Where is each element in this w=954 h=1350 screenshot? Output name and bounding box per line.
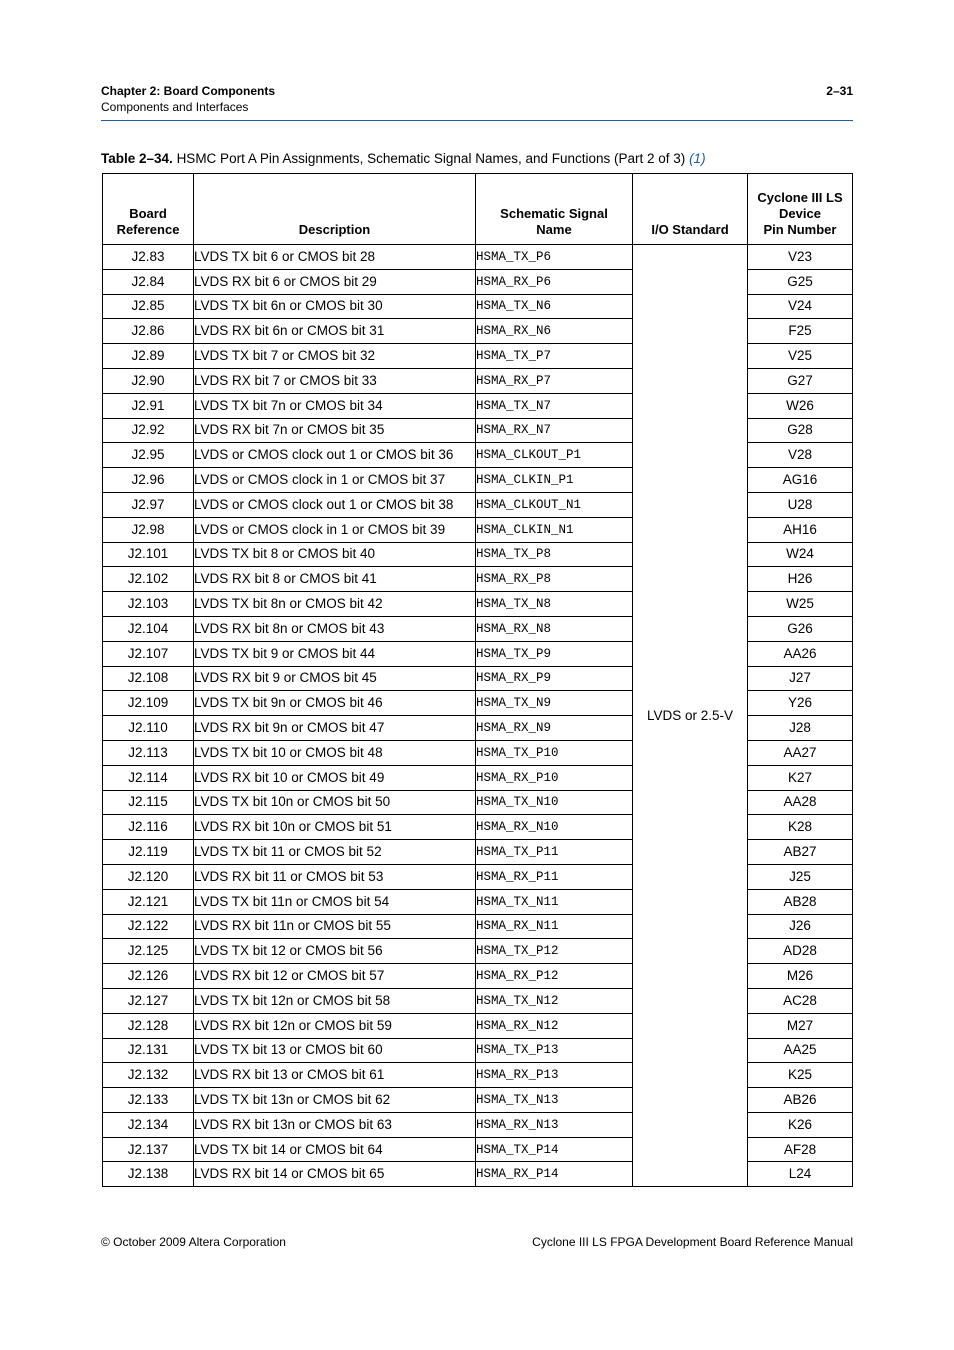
signal-name-cell: HSMA_RX_P6 bbox=[476, 269, 633, 294]
table-caption bbox=[101, 151, 706, 166]
description-cell: LVDS RX bit 13 or CMOS bit 61 bbox=[194, 1063, 476, 1088]
signal-name-cell: HSMA_TX_N11 bbox=[476, 889, 633, 914]
board-reference-cell: J2.110 bbox=[103, 716, 194, 741]
description-cell: LVDS TX bit 7n or CMOS bit 34 bbox=[194, 393, 476, 418]
description-cell: LVDS TX bit 11 or CMOS bit 52 bbox=[194, 840, 476, 865]
board-reference-cell: J2.133 bbox=[103, 1088, 194, 1113]
signal-name-cell: HSMA_TX_P14 bbox=[476, 1137, 633, 1162]
signal-name-cell: HSMA_RX_N12 bbox=[476, 1013, 633, 1038]
pin-number-cell: AD28 bbox=[748, 939, 853, 964]
description-cell: LVDS RX bit 6n or CMOS bit 31 bbox=[194, 319, 476, 344]
pin-number-cell: AG16 bbox=[748, 468, 853, 493]
table-caption-title: HSMC Port A Pin Assignments, Schematic Signal Names, and Functions (Part 2 of 3) bbox=[176, 151, 686, 166]
description-cell: LVDS RX bit 6 or CMOS bit 29 bbox=[194, 269, 476, 294]
signal-name-cell: HSMA_RX_P12 bbox=[476, 964, 633, 989]
pin-number-cell: AA27 bbox=[748, 740, 853, 765]
pin-number-cell: K28 bbox=[748, 815, 853, 840]
description-cell: LVDS or CMOS clock in 1 or CMOS bit 39 bbox=[194, 517, 476, 542]
pin-number-cell: AB26 bbox=[748, 1088, 853, 1113]
pin-number-cell: V24 bbox=[748, 294, 853, 319]
pin-number-cell: V25 bbox=[748, 344, 853, 369]
signal-name-cell: HSMA_TX_N12 bbox=[476, 988, 633, 1013]
table-row bbox=[103, 245, 853, 270]
pin-number-cell: AA28 bbox=[748, 790, 853, 815]
signal-name-cell: HSMA_TX_P8 bbox=[476, 542, 633, 567]
description-cell: LVDS TX bit 12n or CMOS bit 58 bbox=[194, 988, 476, 1013]
signal-name-cell: HSMA_CLKOUT_N1 bbox=[476, 492, 633, 517]
signal-name-cell: HSMA_RX_N11 bbox=[476, 914, 633, 939]
signal-name-cell: HSMA_CLKIN_P1 bbox=[476, 468, 633, 493]
description-cell: LVDS or CMOS clock out 1 or CMOS bit 38 bbox=[194, 492, 476, 517]
board-reference-cell: J2.108 bbox=[103, 666, 194, 691]
pin-number-cell: V28 bbox=[748, 443, 853, 468]
board-reference-cell: J2.89 bbox=[103, 344, 194, 369]
description-cell: LVDS TX bit 7 or CMOS bit 32 bbox=[194, 344, 476, 369]
board-reference-cell: J2.115 bbox=[103, 790, 194, 815]
column-header-description: Description bbox=[194, 174, 476, 245]
board-reference-cell: J2.128 bbox=[103, 1013, 194, 1038]
table-body bbox=[103, 245, 853, 1187]
description-cell: LVDS TX bit 14 or CMOS bit 64 bbox=[194, 1137, 476, 1162]
board-reference-cell: J2.104 bbox=[103, 616, 194, 641]
signal-name-cell: HSMA_TX_P7 bbox=[476, 344, 633, 369]
signal-name-cell: HSMA_TX_N10 bbox=[476, 790, 633, 815]
signal-name-cell: HSMA_CLKOUT_P1 bbox=[476, 443, 633, 468]
board-reference-cell: J2.127 bbox=[103, 988, 194, 1013]
description-cell: LVDS RX bit 14 or CMOS bit 65 bbox=[194, 1162, 476, 1187]
pin-number-cell: J27 bbox=[748, 666, 853, 691]
board-reference-cell: J2.122 bbox=[103, 914, 194, 939]
signal-name-cell: HSMA_TX_P9 bbox=[476, 641, 633, 666]
page-number: 2–31 bbox=[826, 84, 853, 98]
signal-name-cell: HSMA_RX_P8 bbox=[476, 567, 633, 592]
description-cell: LVDS TX bit 9n or CMOS bit 46 bbox=[194, 691, 476, 716]
description-cell: LVDS TX bit 10n or CMOS bit 50 bbox=[194, 790, 476, 815]
description-cell: LVDS RX bit 12 or CMOS bit 57 bbox=[194, 964, 476, 989]
io-standard-cell: LVDS or 2.5-V bbox=[633, 245, 748, 1187]
board-reference-cell: J2.101 bbox=[103, 542, 194, 567]
pin-number-cell: M27 bbox=[748, 1013, 853, 1038]
board-reference-cell: J2.138 bbox=[103, 1162, 194, 1187]
signal-name-cell: HSMA_TX_P13 bbox=[476, 1038, 633, 1063]
board-reference-cell: J2.126 bbox=[103, 964, 194, 989]
description-cell: LVDS TX bit 8n or CMOS bit 42 bbox=[194, 592, 476, 617]
board-reference-cell: J2.97 bbox=[103, 492, 194, 517]
board-reference-cell: J2.95 bbox=[103, 443, 194, 468]
description-cell: LVDS RX bit 9n or CMOS bit 47 bbox=[194, 716, 476, 741]
signal-name-cell: HSMA_TX_N8 bbox=[476, 592, 633, 617]
signal-name-cell: HSMA_CLKIN_N1 bbox=[476, 517, 633, 542]
pin-number-cell: F25 bbox=[748, 319, 853, 344]
column-header-schematic-signal-name: Schematic Signal Name bbox=[476, 174, 633, 245]
pin-number-cell: U28 bbox=[748, 492, 853, 517]
board-reference-cell: J2.103 bbox=[103, 592, 194, 617]
pin-number-cell: G25 bbox=[748, 269, 853, 294]
pin-number-cell: AF28 bbox=[748, 1137, 853, 1162]
column-header-io-standard: I/O Standard bbox=[633, 174, 748, 245]
signal-name-cell: HSMA_RX_N7 bbox=[476, 418, 633, 443]
board-reference-cell: J2.119 bbox=[103, 840, 194, 865]
description-cell: LVDS RX bit 10n or CMOS bit 51 bbox=[194, 815, 476, 840]
board-reference-cell: J2.98 bbox=[103, 517, 194, 542]
board-reference-cell: J2.92 bbox=[103, 418, 194, 443]
pin-number-cell: V23 bbox=[748, 245, 853, 270]
signal-name-cell: HSMA_RX_N9 bbox=[476, 716, 633, 741]
board-reference-cell: J2.116 bbox=[103, 815, 194, 840]
description-cell: LVDS RX bit 9 or CMOS bit 45 bbox=[194, 666, 476, 691]
description-cell: LVDS TX bit 12 or CMOS bit 56 bbox=[194, 939, 476, 964]
board-reference-cell: J2.84 bbox=[103, 269, 194, 294]
board-reference-cell: J2.137 bbox=[103, 1137, 194, 1162]
pin-number-cell: K27 bbox=[748, 765, 853, 790]
chapter-title: Chapter 2: Board Components bbox=[101, 84, 276, 98]
description-cell: LVDS RX bit 11 or CMOS bit 53 bbox=[194, 864, 476, 889]
pin-number-cell: M26 bbox=[748, 964, 853, 989]
board-reference-cell: J2.131 bbox=[103, 1038, 194, 1063]
footer-copyright: © October 2009 Altera Corporation bbox=[101, 1235, 286, 1249]
description-cell: LVDS TX bit 10 or CMOS bit 48 bbox=[194, 740, 476, 765]
table-header-row bbox=[103, 174, 853, 245]
board-reference-cell: J2.109 bbox=[103, 691, 194, 716]
description-cell: LVDS RX bit 8n or CMOS bit 43 bbox=[194, 616, 476, 641]
description-cell: LVDS TX bit 13 or CMOS bit 60 bbox=[194, 1038, 476, 1063]
signal-name-cell: HSMA_TX_P12 bbox=[476, 939, 633, 964]
signal-name-cell: HSMA_TX_N6 bbox=[476, 294, 633, 319]
pin-number-cell: J28 bbox=[748, 716, 853, 741]
pin-number-cell: K26 bbox=[748, 1112, 853, 1137]
board-reference-cell: J2.120 bbox=[103, 864, 194, 889]
signal-name-cell: HSMA_TX_P6 bbox=[476, 245, 633, 270]
signal-name-cell: HSMA_RX_P11 bbox=[476, 864, 633, 889]
table-caption-label: Table 2–34. bbox=[101, 151, 173, 166]
signal-name-cell: HSMA_RX_N8 bbox=[476, 616, 633, 641]
pin-assignment-table bbox=[102, 173, 853, 1187]
signal-name-cell: HSMA_TX_N9 bbox=[476, 691, 633, 716]
description-cell: LVDS RX bit 8 or CMOS bit 41 bbox=[194, 567, 476, 592]
board-reference-cell: J2.132 bbox=[103, 1063, 194, 1088]
description-cell: LVDS or CMOS clock in 1 or CMOS bit 37 bbox=[194, 468, 476, 493]
signal-name-cell: HSMA_RX_P9 bbox=[476, 666, 633, 691]
board-reference-cell: J2.96 bbox=[103, 468, 194, 493]
pin-number-cell: L24 bbox=[748, 1162, 853, 1187]
description-cell: LVDS RX bit 7 or CMOS bit 33 bbox=[194, 368, 476, 393]
description-cell: LVDS or CMOS clock out 1 or CMOS bit 36 bbox=[194, 443, 476, 468]
board-reference-cell: J2.113 bbox=[103, 740, 194, 765]
signal-name-cell: HSMA_TX_P11 bbox=[476, 840, 633, 865]
signal-name-cell: HSMA_RX_P7 bbox=[476, 368, 633, 393]
description-cell: LVDS TX bit 13n or CMOS bit 62 bbox=[194, 1088, 476, 1113]
description-cell: LVDS TX bit 11n or CMOS bit 54 bbox=[194, 889, 476, 914]
description-cell: LVDS RX bit 7n or CMOS bit 35 bbox=[194, 418, 476, 443]
column-header-board-reference: Board Reference bbox=[103, 174, 194, 245]
description-cell: LVDS TX bit 6 or CMOS bit 28 bbox=[194, 245, 476, 270]
board-reference-cell: J2.102 bbox=[103, 567, 194, 592]
board-reference-cell: J2.114 bbox=[103, 765, 194, 790]
signal-name-cell: HSMA_RX_N10 bbox=[476, 815, 633, 840]
pin-number-cell: AB28 bbox=[748, 889, 853, 914]
signal-name-cell: HSMA_RX_P14 bbox=[476, 1162, 633, 1187]
board-reference-cell: J2.125 bbox=[103, 939, 194, 964]
board-reference-cell: J2.83 bbox=[103, 245, 194, 270]
section-title: Components and Interfaces bbox=[101, 100, 249, 114]
pin-number-cell: J26 bbox=[748, 914, 853, 939]
page-header bbox=[101, 84, 853, 121]
pin-number-cell: W26 bbox=[748, 393, 853, 418]
pin-number-cell: G27 bbox=[748, 368, 853, 393]
pin-number-cell: AC28 bbox=[748, 988, 853, 1013]
column-header-pin-number: Cyclone III LS Device Pin Number bbox=[748, 174, 853, 245]
board-reference-cell: J2.91 bbox=[103, 393, 194, 418]
pin-number-cell: K25 bbox=[748, 1063, 853, 1088]
board-reference-cell: J2.90 bbox=[103, 368, 194, 393]
pin-number-cell: AA26 bbox=[748, 641, 853, 666]
signal-name-cell: HSMA_RX_N13 bbox=[476, 1112, 633, 1137]
pin-number-cell: J25 bbox=[748, 864, 853, 889]
pin-number-cell: G28 bbox=[748, 418, 853, 443]
description-cell: LVDS TX bit 8 or CMOS bit 40 bbox=[194, 542, 476, 567]
signal-name-cell: HSMA_RX_N6 bbox=[476, 319, 633, 344]
description-cell: LVDS RX bit 11n or CMOS bit 55 bbox=[194, 914, 476, 939]
signal-name-cell: HSMA_TX_P10 bbox=[476, 740, 633, 765]
board-reference-cell: J2.121 bbox=[103, 889, 194, 914]
pin-number-cell: W25 bbox=[748, 592, 853, 617]
signal-name-cell: HSMA_TX_N7 bbox=[476, 393, 633, 418]
pin-number-cell: AH16 bbox=[748, 517, 853, 542]
pin-number-cell: AA25 bbox=[748, 1038, 853, 1063]
description-cell: LVDS TX bit 9 or CMOS bit 44 bbox=[194, 641, 476, 666]
pin-number-cell: H26 bbox=[748, 567, 853, 592]
board-reference-cell: J2.107 bbox=[103, 641, 194, 666]
pin-number-cell: AB27 bbox=[748, 840, 853, 865]
pin-number-cell: W24 bbox=[748, 542, 853, 567]
description-cell: LVDS RX bit 12n or CMOS bit 59 bbox=[194, 1013, 476, 1038]
description-cell: LVDS RX bit 13n or CMOS bit 63 bbox=[194, 1112, 476, 1137]
description-cell: LVDS RX bit 10 or CMOS bit 49 bbox=[194, 765, 476, 790]
board-reference-cell: J2.85 bbox=[103, 294, 194, 319]
board-reference-cell: J2.86 bbox=[103, 319, 194, 344]
footer-manual-title: Cyclone III LS FPGA Development Board Reference Manual bbox=[532, 1235, 853, 1249]
signal-name-cell: HSMA_RX_P10 bbox=[476, 765, 633, 790]
board-reference-cell: J2.134 bbox=[103, 1112, 194, 1137]
pin-number-cell: G26 bbox=[748, 616, 853, 641]
signal-name-cell: HSMA_RX_P13 bbox=[476, 1063, 633, 1088]
description-cell: LVDS TX bit 6n or CMOS bit 30 bbox=[194, 294, 476, 319]
table-caption-note-link[interactable]: (1) bbox=[689, 151, 706, 166]
signal-name-cell: HSMA_TX_N13 bbox=[476, 1088, 633, 1113]
pin-number-cell: Y26 bbox=[748, 691, 853, 716]
